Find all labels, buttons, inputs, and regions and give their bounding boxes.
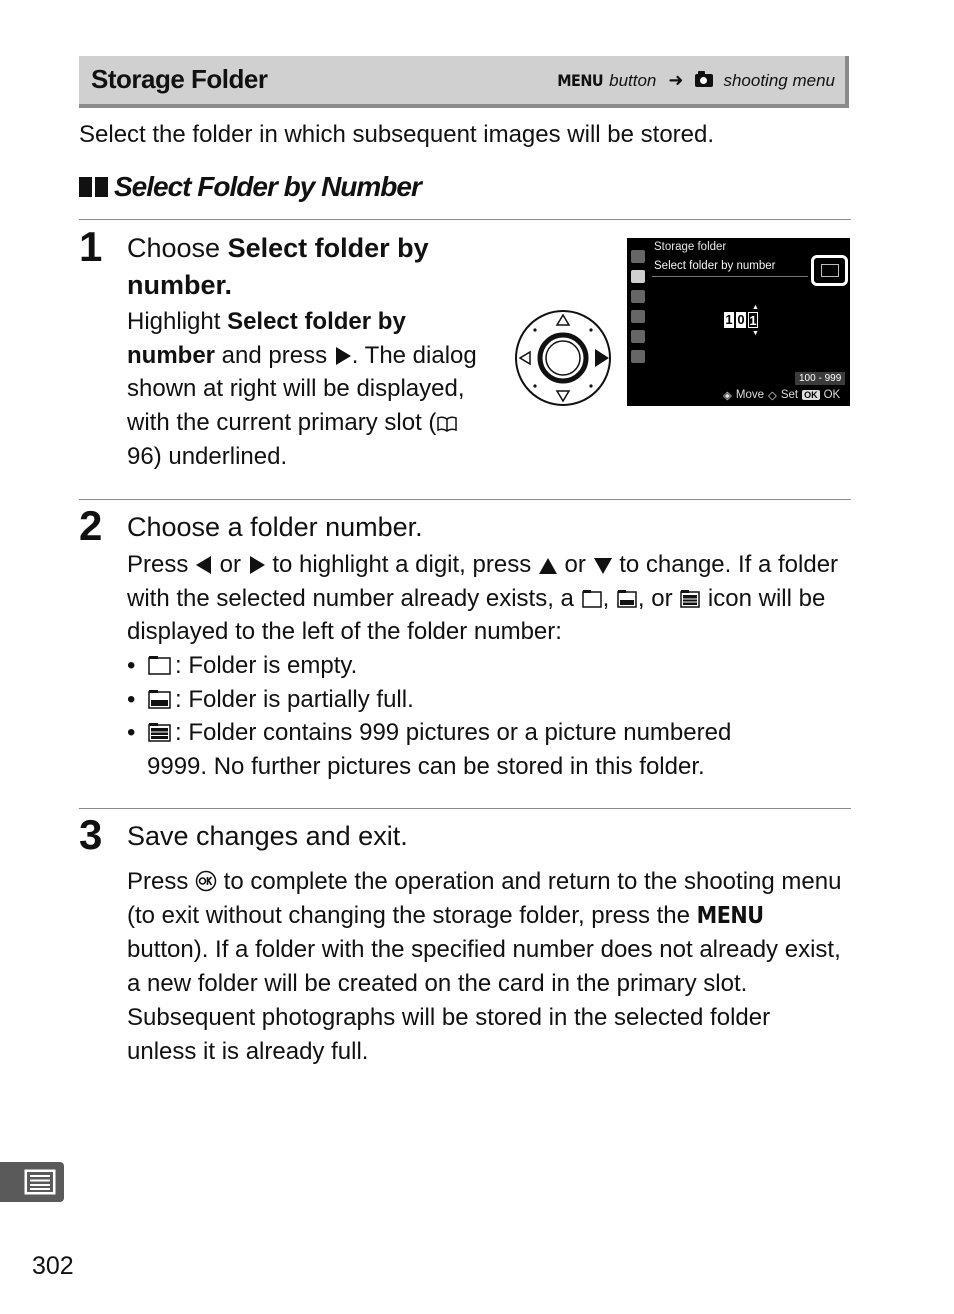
menu-button-label: MENU xyxy=(696,902,764,929)
left-arrow-icon xyxy=(195,555,213,575)
step-body-text: or xyxy=(213,551,248,578)
bullet: • xyxy=(127,685,136,713)
step-body-text: Press xyxy=(127,868,196,895)
right-arrow-icon xyxy=(248,555,266,575)
step-body-text: or xyxy=(557,551,593,578)
down-arrow-icon: ▼ xyxy=(752,330,759,337)
camera-icon xyxy=(695,74,713,87)
step-body-text: icon will be displayed to the left of the folder number: xyxy=(127,584,826,646)
step-body-text: to complete the operation and return to the shooting menu (to exit without changing the storage folder, press the xyxy=(127,868,842,929)
list-item xyxy=(127,649,843,683)
page-number: 302 xyxy=(32,1252,74,1280)
empty-folder-icon xyxy=(581,589,603,609)
digit: 0 xyxy=(737,312,745,327)
section-marker-icon xyxy=(79,177,92,197)
button-word: button xyxy=(609,70,657,90)
move-label: Move xyxy=(735,389,764,401)
step-body-text: and press xyxy=(215,341,334,369)
partial-folder-icon xyxy=(147,688,175,710)
up-arrow-icon xyxy=(538,557,558,575)
screen-title: Storage folder xyxy=(654,241,727,253)
card-slot-box xyxy=(811,255,848,286)
step-title-bold: Select folder by number. xyxy=(127,233,429,300)
menu-button-label: MENU xyxy=(557,71,604,90)
step-number: 3 xyxy=(79,811,103,858)
menu-tabs xyxy=(627,238,649,406)
partial-folder-icon xyxy=(616,589,638,609)
list-item-continuation: 9999. No further pictures can be stored in this folder. xyxy=(147,753,705,781)
step-body xyxy=(127,548,843,649)
retouch-tab-icon xyxy=(631,330,645,343)
set-label: Set xyxy=(780,389,799,401)
step-body-text: to highlight a digit, press xyxy=(265,551,538,578)
multi-selector-icon: ◇ xyxy=(767,390,777,402)
divider xyxy=(79,499,851,500)
step-body xyxy=(127,305,499,474)
arrow-right-icon: ➜ xyxy=(668,70,684,90)
menu-path xyxy=(557,70,835,91)
setup-tab-icon xyxy=(631,310,645,323)
up-arrow-icon: ▲ xyxy=(752,304,759,311)
screen-footer xyxy=(723,388,840,402)
bullet: • xyxy=(127,719,136,747)
list-item xyxy=(127,716,843,750)
camera-screen xyxy=(627,238,850,406)
custom-settings-tab-icon xyxy=(631,290,645,303)
range-label: 100 - 999 xyxy=(795,372,845,385)
step-body-text: , or xyxy=(637,584,680,612)
list-item-text: : Folder is partially full. xyxy=(175,685,414,713)
menu-name: shooting menu xyxy=(723,70,835,90)
step-body-text: 96) underlined. xyxy=(127,442,288,470)
digit-selected: 1 xyxy=(749,313,757,328)
step-number: 1 xyxy=(79,223,103,270)
step-body-text: button). If a folder with the specified number does not already exist, a new folder will be created on the card in the primary slot. Subsequent photographs will be stored in the selected folder unless it is already full. xyxy=(127,936,841,1065)
step-body-bold: Select folder by number xyxy=(127,308,406,369)
step-title: Choose a folder number. xyxy=(127,512,423,542)
step-body-text: Press xyxy=(127,551,196,578)
step-title: Save changes and exit. xyxy=(127,821,408,851)
step-number: 2 xyxy=(79,502,103,549)
book-reference-icon xyxy=(436,415,458,433)
down-arrow-icon xyxy=(593,557,613,575)
step-body xyxy=(127,865,843,1068)
step-body-text: Highlight xyxy=(127,308,228,335)
ok-chip: OK xyxy=(804,390,818,400)
full-folder-icon xyxy=(147,721,175,743)
empty-folder-icon xyxy=(147,654,175,676)
header-bar xyxy=(79,56,849,108)
playback-tab-icon xyxy=(631,250,645,263)
divider xyxy=(652,276,808,277)
step-body-text: . The dialog shown at right will be displayed, with the current primary slot ( xyxy=(127,341,477,437)
multi-selector-icon: ◈ xyxy=(723,390,732,402)
list-item xyxy=(127,683,843,717)
shooting-tab-icon xyxy=(631,270,645,283)
list-item-text: : Folder contains 999 pictures or a picture numbered xyxy=(175,719,732,747)
multi-selector-right-icon xyxy=(334,346,352,366)
folder-icon-list xyxy=(127,649,843,784)
ok-button-icon xyxy=(195,870,217,892)
list-item-text: : Folder is empty. xyxy=(175,652,358,679)
ok-label: OK xyxy=(823,389,841,401)
divider xyxy=(79,219,851,220)
full-folder-icon xyxy=(679,589,701,609)
intro-text: Select the folder in which subsequent images will be stored. xyxy=(79,121,715,148)
bullet: • xyxy=(127,652,136,679)
step-title xyxy=(127,230,467,304)
screen-subtitle: Select folder by number xyxy=(654,260,776,272)
my-menu-tab-icon xyxy=(631,350,645,363)
multi-selector-illustration xyxy=(513,308,613,408)
menu-list-icon xyxy=(0,1162,64,1202)
divider xyxy=(79,808,851,809)
step-body-text: to change. If a folder with the selected number already exists, a xyxy=(127,551,839,612)
section-marker-icon xyxy=(95,177,108,197)
section-heading-text: Select Folder by Number xyxy=(114,171,421,202)
step-title-plain: Choose xyxy=(127,233,228,263)
step-body-text: , xyxy=(602,584,616,612)
digit: 1 xyxy=(725,312,733,327)
folder-number xyxy=(724,312,758,328)
section-heading xyxy=(79,171,421,203)
menu-guide-tab xyxy=(0,1162,64,1202)
memory-card-icon xyxy=(821,264,839,277)
page-title: Storage Folder xyxy=(91,64,268,94)
